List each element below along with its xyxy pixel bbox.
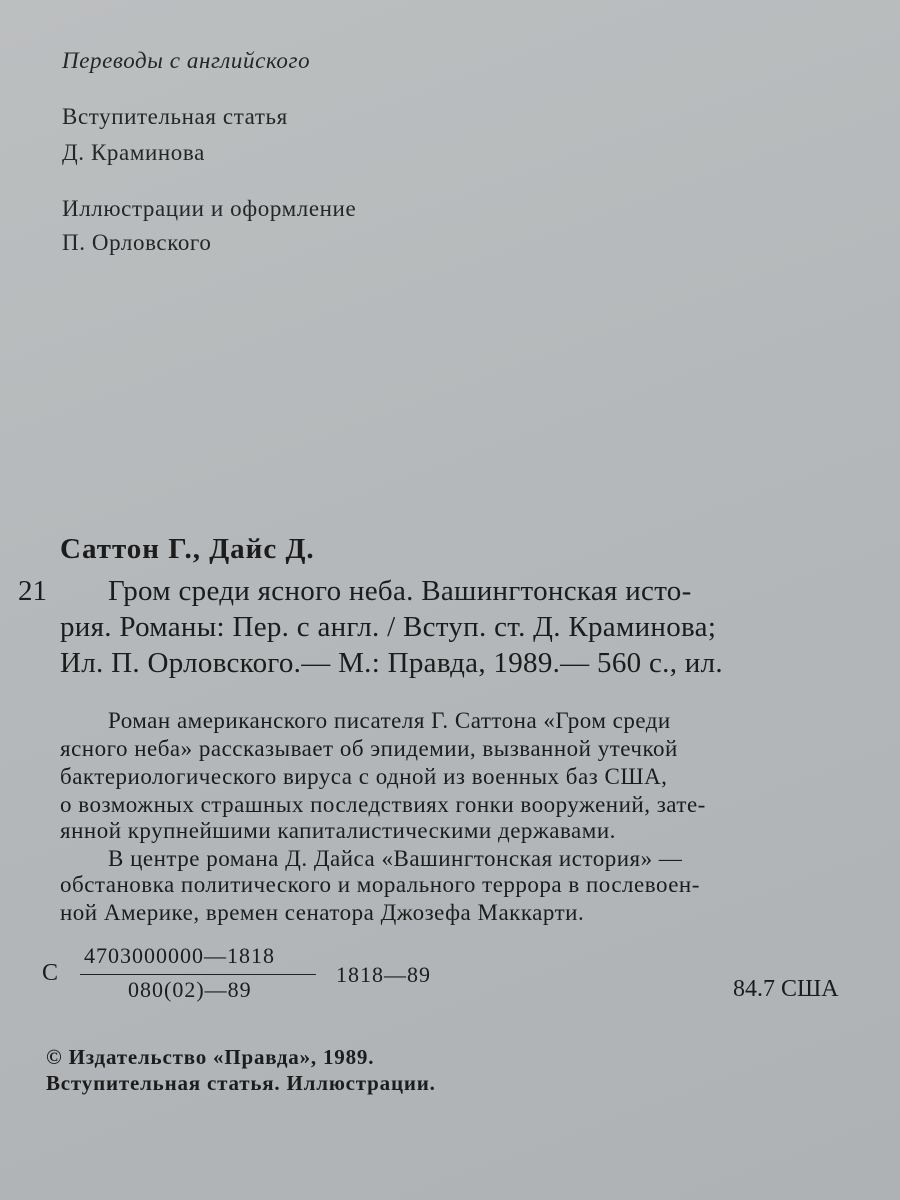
translations-note: Переводы с английского xyxy=(62,48,311,73)
index-letter: С xyxy=(42,960,59,986)
annotation-line: ясного неба» рассказывает об эпидемии, вызванной утечкой xyxy=(60,736,678,761)
copyright-publisher: Издательство «Правда», 1989. xyxy=(68,1045,375,1069)
fraction-bar xyxy=(80,974,316,975)
index-numerator: 4703000000—1818 xyxy=(84,943,275,968)
copyright-line-2: Вступительная статья. Иллюстрации. xyxy=(46,1071,436,1095)
annotation-line: янной крупнейшими капиталистическими державами. xyxy=(60,818,616,843)
catalog-authors: Саттон Г., Дайс Д. xyxy=(60,533,315,565)
catalog-line: Гром среди ясного неба. Вашингтонская исто- xyxy=(108,575,692,607)
annotation-line: В центре романа Д. Дайса «Вашингтонская история» — xyxy=(108,846,683,871)
illustrations-label: Иллюстрации и оформление xyxy=(62,196,357,221)
annotation-line: Роман американского писателя Г. Саттона «Гром среди xyxy=(108,708,671,733)
annotation-line: ной Америке, времен сенатора Джозефа Маккарти. xyxy=(60,900,585,925)
intro-author: Д. Краминова xyxy=(62,140,205,165)
bbk-code: 84.7 США xyxy=(733,976,839,1002)
annotation-line: обстановка политического и морального террора в послевоен- xyxy=(60,872,700,897)
index-denominator: 080(02)—89 xyxy=(128,977,252,1002)
intro-label: Вступительная статья xyxy=(62,104,288,129)
copyright-line-1 xyxy=(46,1045,374,1070)
catalog-line: рия. Романы: Пер. с англ. / Вступ. ст. Д. Краминова; xyxy=(60,611,717,643)
catalog-line: Ил. П. Орловского.— М.: Правда, 1989.— 560 с., ил. xyxy=(60,647,723,679)
illustrations-author: П. Орловского xyxy=(62,230,212,255)
catalog-class-number: 21 xyxy=(18,575,47,607)
order-number: 1818—89 xyxy=(336,962,431,987)
copyright-symbol: © xyxy=(46,1045,63,1069)
annotation-line: о возможных страшных последствиях гонки вооружений, зате- xyxy=(60,792,706,817)
annotation-line: бактериологического вируса с одной из военных баз США, xyxy=(60,764,668,789)
